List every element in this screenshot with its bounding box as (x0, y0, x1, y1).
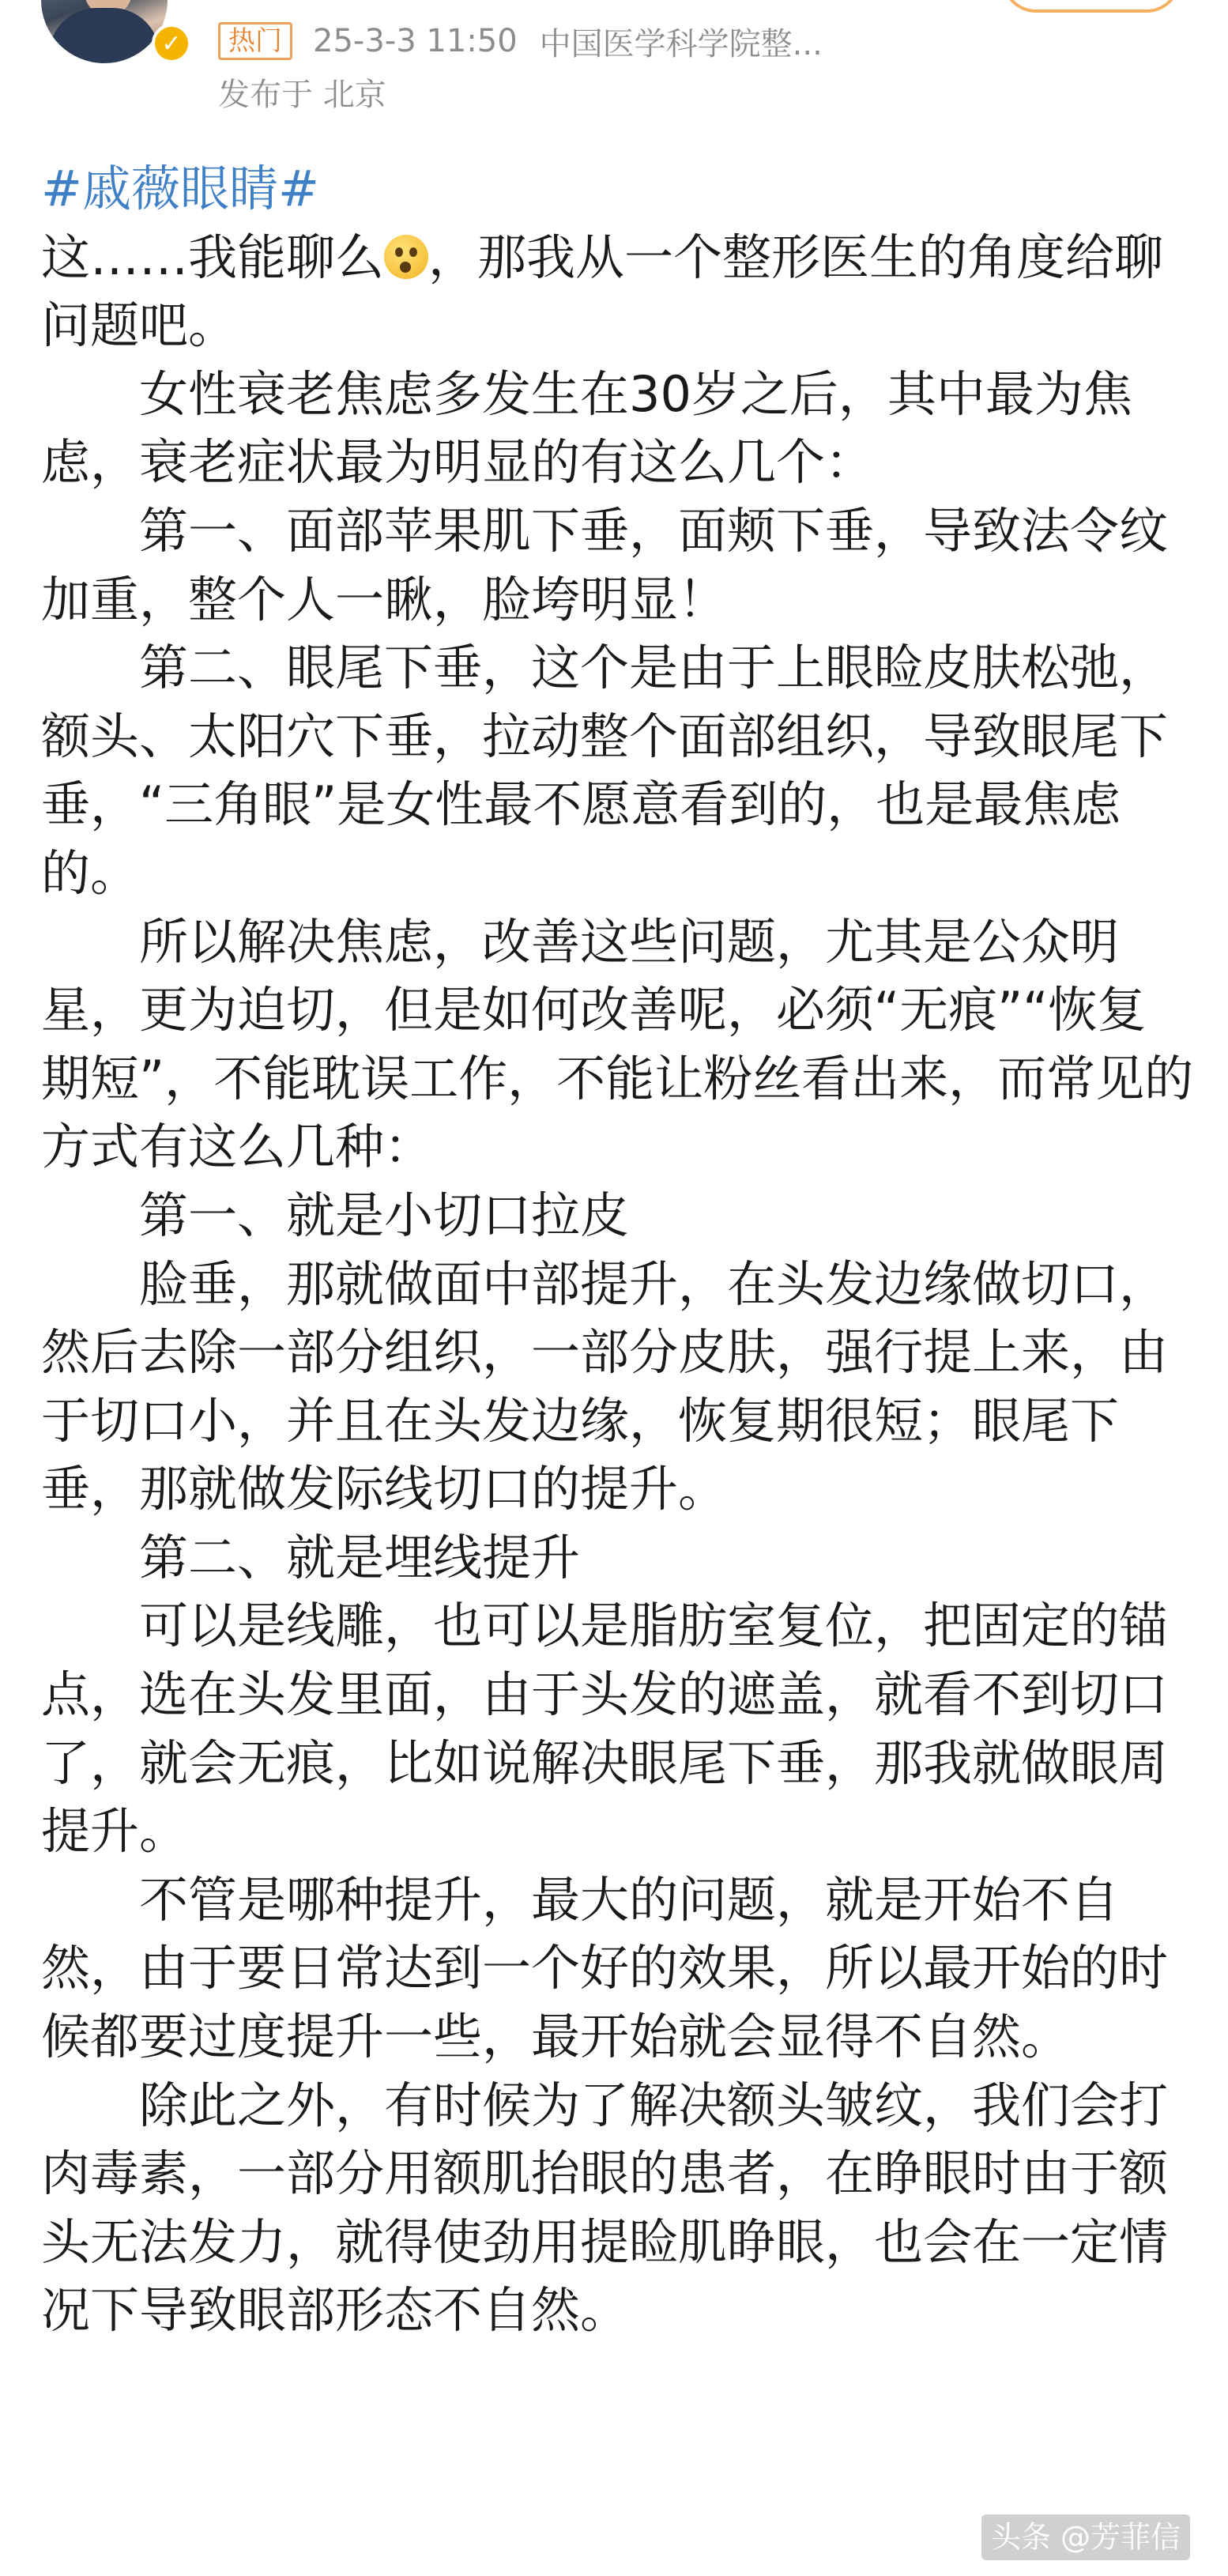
post-header (0, 0, 1228, 134)
paragraph: 所以解决焦虑，改善这些问题，尤其是公众明星，更为迫切，但是如何改善呢，必须“无痕”“恢复期短”，不能耽误工作，不能让粉丝看出来，而常见的方式有这么几种： (41, 912, 1194, 1176)
post-meta-row (218, 17, 823, 65)
follow-button[interactable] (1002, 0, 1181, 13)
paragraph: 第一、面部苹果肌下垂，面颊下垂，导致法令纹加重，整个人一瞅，脸垮明显！ (41, 501, 1169, 628)
post-intro (41, 224, 1195, 360)
paragraph: 脸垂，那就做面中部提升，在头发边缘做切口，然后去除一部分组织，一部分皮肤，强行提上来，由于切口小，并且在头发边缘，恢复期很短；眼尾下垂，那就做发际线切口的提升。 (41, 1254, 1169, 1518)
paragraph: 除此之外，有时候为了解决额头皱纹，我们会打肉毒素，一部分用额肌抬眼的患者，在睁眼时由于额头无法发力，就得使劲用提睑肌睁眼，也会在一定情况下导致眼部形态不自然。 (41, 2076, 1169, 2340)
avatar-shirt (49, 8, 160, 63)
source-watermark: 头条 @芳菲信 (981, 2514, 1190, 2560)
post-time: 25-3-3 11:50 (313, 23, 518, 59)
hashtag-link[interactable]: #戚薇眼睛# (41, 160, 319, 217)
astonished-face-emoji-icon (384, 235, 428, 279)
verified-badge-icon: ✓ (152, 24, 191, 63)
paragraph: 不管是哪种提升，最大的问题，就是开始不自然，由于要日常达到一个好的效果，所以最开始的时候都要过度提升一些，最开始就会显得不自然。 (41, 1870, 1169, 2066)
intro-text-before: 这……我能聊么 (41, 228, 385, 286)
author-avatar-wrap[interactable] (41, 0, 182, 63)
paragraph: 第一、就是小切口拉皮 (139, 1186, 630, 1244)
paragraph: 第二、眼尾下垂，这个是由于上眼睑皮肤松弛，额头、太阳穴下垂，拉动整个面部组织，导致眼尾下垂，“三角眼”是女性最不愿意看到的，也是最焦虑的。 (41, 639, 1169, 902)
post-location: 发布于 北京 (218, 77, 386, 113)
paragraph: 可以是线雕，也可以是脂肪室复位，把固定的锚点，选在头发里面，由于头发的遮盖，就看不到切口了，就会无痕，比如说解决眼尾下垂，那我就做眼周提升。 (41, 1597, 1169, 1861)
hot-badge: 热门 (218, 22, 292, 60)
post-content (41, 155, 1195, 2345)
intro-text-after: ，那我从一个整形医生的角度给聊问题吧。 (41, 228, 1164, 355)
avatar[interactable] (41, 0, 168, 63)
post-source[interactable]: 中国医学科学院整... (539, 25, 823, 62)
paragraph: 女性衰老焦虑多发生在30岁之后，其中最为焦虑，衰老症状最为明显的有这么几个： (41, 364, 1132, 492)
paragraph: 第二、就是埋线提升 (139, 1528, 581, 1586)
